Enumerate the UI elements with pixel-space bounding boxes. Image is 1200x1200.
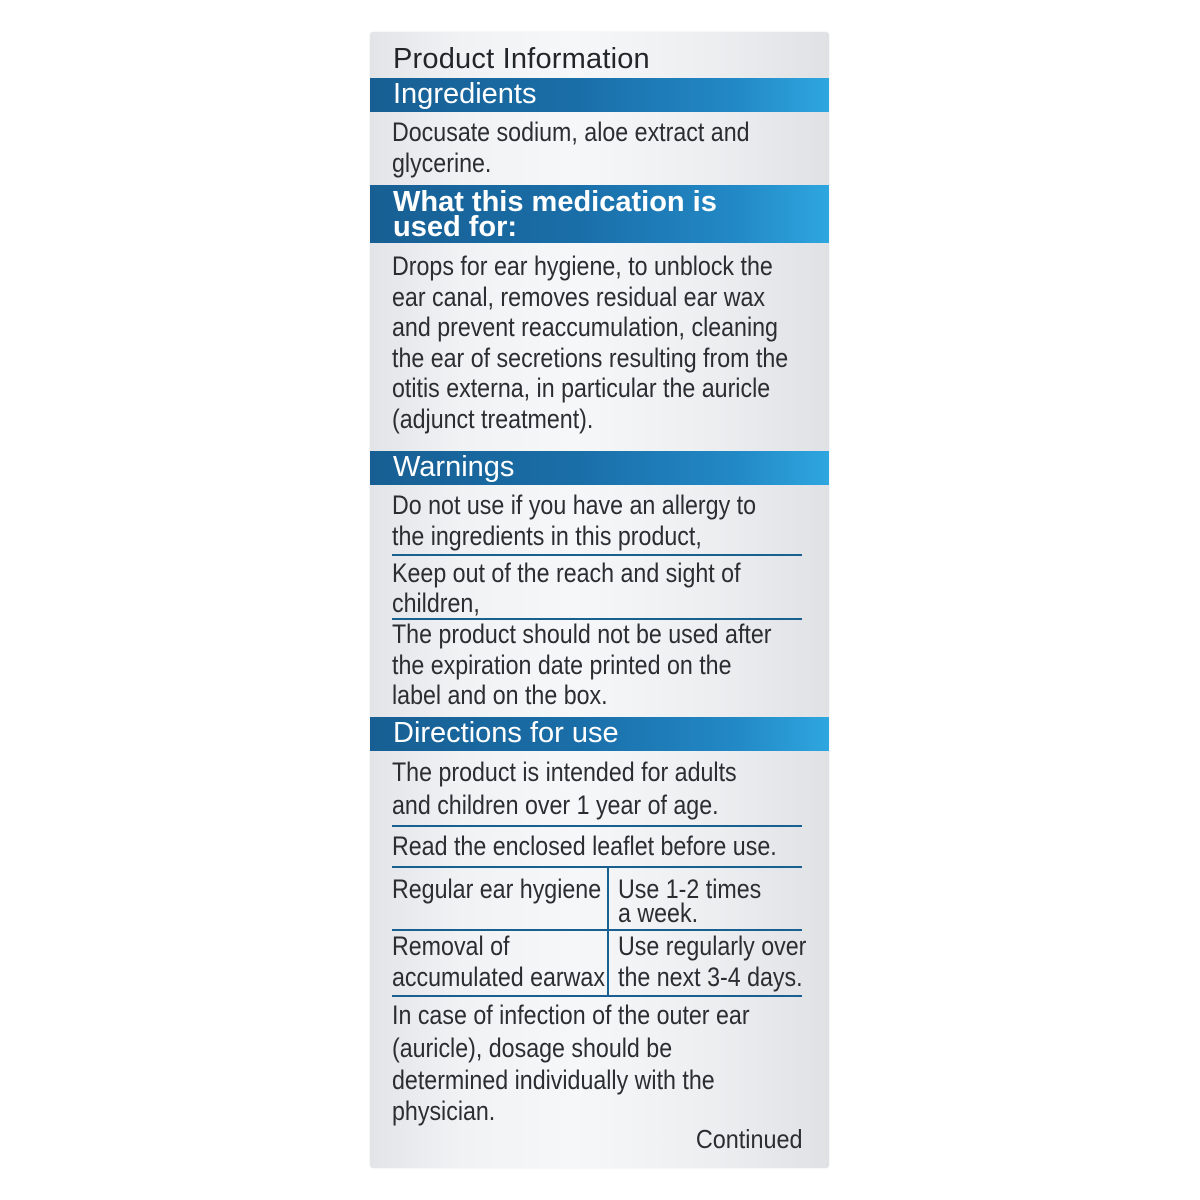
directions-intro-line: and children over 1 year of age. xyxy=(392,790,719,820)
infection-line: (auricle), dosage should be xyxy=(392,1033,673,1063)
usage-line: ear canal, removes residual ear wax xyxy=(392,282,765,312)
ingredients-heading-band xyxy=(370,78,829,112)
directions-intro-line: The product is intended for adults xyxy=(392,757,737,787)
warnings-heading: Warnings xyxy=(393,451,515,483)
warning-line: Keep out of the reach and sight of xyxy=(392,558,741,588)
table-condition: Regular ear hygiene xyxy=(392,874,602,904)
ingredients-heading: Ingredients xyxy=(393,78,537,110)
usage-heading-band xyxy=(370,185,829,243)
leaflet-note: Read the enclosed leaflet before use. xyxy=(392,831,777,861)
usage-line: the ear of secretions resulting from the xyxy=(392,343,789,373)
table-condition: Removal of xyxy=(392,931,510,961)
table-dosage: the next 3-4 days. xyxy=(618,962,803,992)
usage-line: (adjunct treatment). xyxy=(392,404,594,434)
infection-line: determined individually with the xyxy=(392,1065,715,1095)
infection-line: In case of infection of the outer ear xyxy=(392,1000,750,1030)
directions-heading-band xyxy=(370,717,829,751)
ingredients-line: Docusate sodium, aloe extract and xyxy=(392,117,750,147)
divider xyxy=(392,554,802,556)
divider xyxy=(392,995,802,997)
warning-line: the ingredients in this product, xyxy=(392,521,702,551)
warning-line: The product should not be used after xyxy=(392,619,772,649)
usage-line: otitis externa, in particular the auricle xyxy=(392,373,771,403)
usage-heading-line2: used for: xyxy=(393,211,518,243)
warnings-heading-band xyxy=(370,451,829,485)
table-dosage: Use regularly over xyxy=(618,931,807,961)
infection-line: physician. xyxy=(392,1096,496,1126)
table-dosage: Use 1-2 times xyxy=(618,874,762,904)
divider xyxy=(392,866,802,868)
warning-line: the expiration date printed on the xyxy=(392,650,732,680)
continued-label: Continued xyxy=(696,1124,803,1154)
warning-line: label and on the box. xyxy=(392,680,608,710)
product-info-panel xyxy=(370,32,829,1168)
ingredients-line: glycerine. xyxy=(392,148,492,178)
directions-heading: Directions for use xyxy=(393,717,619,749)
usage-heading-line1: What this medication is xyxy=(393,186,717,218)
table-condition: accumulated earwax xyxy=(392,962,605,992)
table-column-divider xyxy=(607,868,609,996)
warning-line: children, xyxy=(392,588,480,618)
warning-line: Do not use if you have an allergy to xyxy=(392,490,757,520)
table-dosage: a week. xyxy=(618,898,699,928)
usage-line: and prevent reaccumulation, cleaning xyxy=(392,312,778,342)
panel-title: Product Information xyxy=(393,43,650,75)
usage-line: Drops for ear hygiene, to unblock the xyxy=(392,251,773,281)
divider xyxy=(392,825,802,827)
